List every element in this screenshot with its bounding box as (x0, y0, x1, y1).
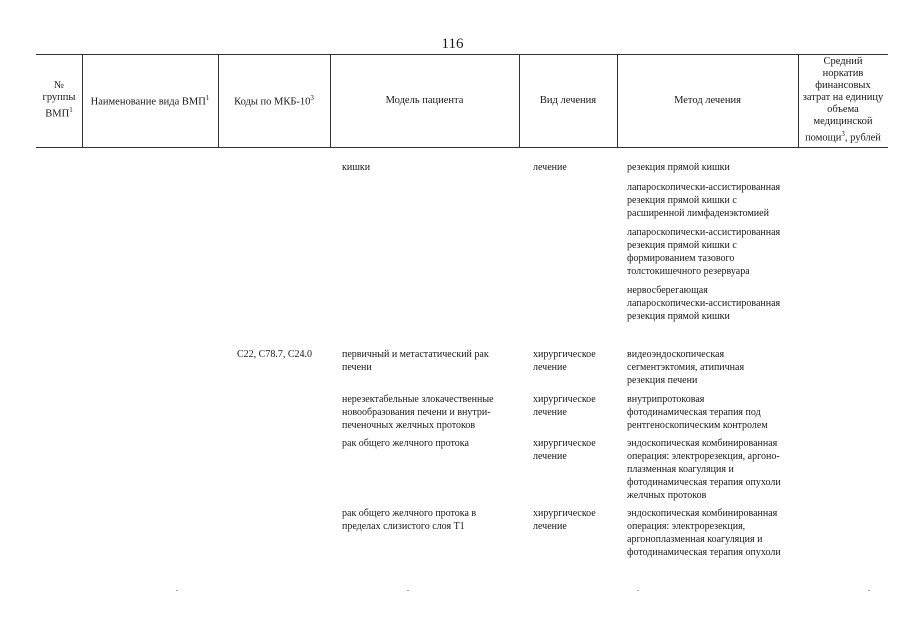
header-group-no-text: № группы ВМП (42, 80, 76, 120)
cell-treatment-method: нервосберегающая лапароскопически-ассистированная резекция прямой кишки (627, 285, 781, 322)
header-vmp-name (82, 54, 218, 147)
header-icd-codes-text: Коды по МКБ-10 (234, 96, 311, 108)
header-avg-cost-text: Средний норкатив финансовых затрат на единицу объема медицинской помощи (802, 56, 884, 144)
cell-treatment-method: эндоскопическая комбинированная операция: электрорезекция, аргоно- плазменная коагуляция и фотодинамическая терапия опухоли желчных протоков (627, 438, 781, 501)
header-bottom-rule (36, 147, 888, 148)
cell-patient-model: кишки (342, 162, 371, 173)
cell-treatment-type: лечение (533, 162, 567, 173)
cell-treatment-method: эндоскопическая комбинированная операция: электрорезекция, аргоноплазменная коагуляция и фотодинамическая терапия опухоли (627, 508, 781, 558)
footnote-mark: 1 (69, 106, 73, 115)
scan-speck (176, 590, 178, 591)
header-avg-cost-unit: , рублей (844, 132, 881, 144)
header-patient-model: Модель пациента (385, 94, 464, 106)
page-number: 116 (441, 36, 464, 52)
cell-treatment-type: хирургическое лечение (533, 349, 596, 373)
cell-treatment-method: видеоэндоскопическая сегментэктомия, атипичная резекция печени (627, 349, 745, 386)
cell-patient-model: нерезектабельные злокачественные новообразования печени и внутри- печеночных желчных протоков (342, 394, 494, 431)
scan-speck (868, 590, 870, 591)
header-vmp-name-text: Наименование вида ВМП (90, 96, 206, 108)
header-treatment-method: Метод лечения (674, 94, 741, 106)
cell-treatment-method: внутрипротоковая фотодинамическая терапия под рентгеноскопическим контролем (627, 394, 768, 431)
cell-treatment-method: резекция прямой кишки (627, 162, 730, 173)
cell-treatment-type: хирургическое лечение (533, 438, 596, 462)
cell-patient-model: первичный и метастатический рак печени (342, 349, 489, 373)
header-icd-codes (218, 54, 330, 147)
cell-treatment-method: лапароскопически-ассистированная резекция прямой кишки с расширенной лимфаденэктомией (627, 182, 781, 219)
header-avg-cost (798, 54, 888, 147)
cell-patient-model: рак общего желчного протока в пределах слизистого слоя T1 (342, 508, 477, 532)
footnote-mark: 3 (841, 130, 845, 139)
header-treatment-type: Вид лечения (539, 94, 597, 106)
cell-treatment-method: лапароскопически-ассистированная резекция прямой кишки с формированием тазового толстокишечного резервуара (627, 227, 781, 277)
cell-treatment-type: хирургическое лечение (533, 508, 596, 532)
header-group-no (36, 54, 82, 147)
scan-speck (637, 590, 639, 591)
cell-icd-codes: C22, C78.7, C24.0 (237, 349, 313, 360)
cell-treatment-type: хирургическое лечение (533, 394, 596, 418)
footnote-mark: 1 (205, 94, 210, 103)
scan-speck (407, 590, 409, 591)
footnote-mark: 3 (310, 94, 314, 103)
cell-patient-model: рак общего желчного протока (342, 438, 469, 449)
